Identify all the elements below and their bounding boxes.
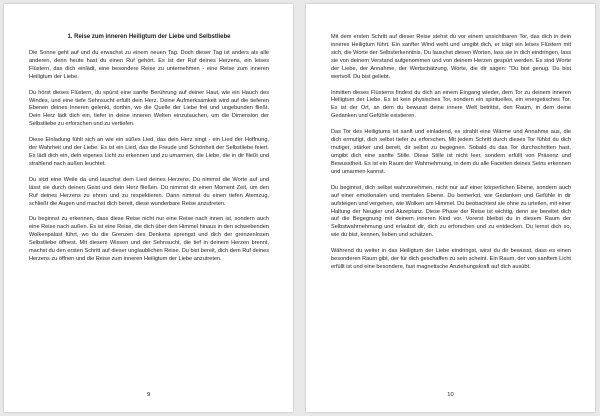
- paragraph: Diese Einladung fühlt sich an wie ein süßes Lied, das dein Herz singt - ein Lied der Hoffnung, der Wahrheit und der Liebe. Es ist ein Lied, das die Freude und Schönheit der Selbstliebe feiert. Es lädt dich ein, dein eigenes Licht zu erkennen und zu umarmen, die Liebe, die in dir fließt und strahlend nach außen leuchtet.: [29, 137, 269, 167]
- paragraph: Mit dem ersten Schritt auf dieser Reise stehst du vor einem unsichtbaren Tor, das dich in dein inneres Heiligtum führt. Ein sanfter Wind weht und umgibt dich, er trägt ein leises Flüstern mit sich, die Worte der Selbsterkenntnis. Du lauschst diesen Worten, lass sie in dich eindringen, lass sie von deinem Verstand aufgenommen und von deinem Herzen gespürt werden. Es sind Worte der Liebe, der Annahme, der Wertschätzung, Worte, die dir sagen: "Du bist genug. Du bist wertvoll. Du bist geliebt.: [331, 34, 571, 80]
- paragraph: Inmitten dieses Flüsterns findest du dich an einem Eingang wieder, dem Tor zu deinem inneren Heiligtum der Liebe. Es ist kein physisches Tor, sondern ein spirituelles, ein energetisches Tor. Es ist der Ort, an dem du bewusst deine innere Welt betrittst, den Raum, in dem deine Gedanken und Gefühle existieren.: [331, 89, 571, 120]
- page-number: 9: [146, 392, 151, 398]
- paragraph: Du sitzt eine Weile da und lauschst dem Lied deines Herzens. Du nimmst die Worte auf und lässt sie durch deinen Geist und dein Herz fließen. Du nimmst dir einen Moment Zeit, um den Ruf deines Herzens zu ehren und zu respektieren. Dann nimmst du einen tiefen Atemzug, schließt die Augen und machst dich bereit, diese wunderbare Reise anzutreten.: [29, 176, 269, 207]
- left-page: [4, 4, 293, 412]
- paragraph: Du beginnst zu erkennen, dass diese Reise nicht nur eine Reise nach innen ist, sondern auch eine Reise nach außen. Es ist eine Reise, die dich über den Himmel hinaus in den schwebenden Wolkenpalast führt, wo du die Grenzen des Denkens sprengst und dich der grenzenlosen Selbstliebe öffnest. Mit diesem Wissen und der Sehnsucht, die tief in deinem Herzen brennt, machst du den ersten Schritt auf dieser unglaublichen Reise. Du bist bereit, dich dem Ruf deines Herzens zu öffnen und die Reise zum inneren Heiligtum der Liebe anzutreten.: [29, 216, 269, 263]
- paragraph: Du beginnst, dich selbst wahrzunehmen, nicht nur auf einer körperlichen Ebene, sondern auch auf einer emotionalen und mentalen Ebene. Du bemerkst, wie Gedanken und Gefühle in dir aufsteigen und vergehen, wie Wolken am Himmel. Du beobachtest sie ohne zu urteilen, mit einer Haltung der Neugier und Akzeptanz. Diese Phase der Reise ist wichtig, denn sie bereitet dich auf die Begegnung mit deinem inneren Kind vor. Vorerst bleibst du in diesem Raum der Selbstwahrnehmung und erlaubst dir, dich zu erforschen und zu entdecken. Du lernst dich so, wie du bist, kennen, lieben und schätzen.: [331, 184, 571, 239]
- left-page-content: [29, 34, 269, 272]
- page-number: 10: [447, 392, 454, 398]
- paragraph: Du hörst dieses Flüstern, du spürst eine sanfte Berührung auf deiner Haut, wie ein Hauch des Windes, und eine tiefe Sehnsucht erfüllt dein Herz. Deine Aufmerksamkeit wird auf die tieferen Ebenen deines Inneren gelenkt, dorthin, wo die Quelle der Liebe frei und ungebunden fließt. Dein Herz lädt dich ein, tiefer in deine inneren Welten einzutauchen, um die Dimension der Selbstliebe zu erforschen und zu vertiefen.: [29, 89, 269, 128]
- right-page: [306, 4, 595, 412]
- paragraph: Während du weiter in das Heiligtum der Liebe eindringst, wirst du dir bewusst, dass es einen besonderen Raum gibt, der für dich geschaffen zu sein scheint. Ein Raum, der von sanftem Licht erfüllt ist und eine besondere, fast magnetische Anziehungskraft auf dich ausübt.: [331, 248, 571, 271]
- chapter-heading: 1. Reise zum inneren Heiligtum der Liebe und Selbstliebe: [67, 34, 231, 40]
- paragraph: Das Tor des Heiligtums ist sanft und einladend, es strahlt eine Wärme und Annahme aus, die dich ermutigt, dich selbst tiefer zu erforschen. Mit jedem Schritt durch dieses Tor fühlst du dich mutiger, stärker und bereit, dir selbst zu begegnen. Sobald du das Tor durchschritten hast, umgibt dich eine sanfte Stille. Diese Stille ist nicht leer, sondern erfüllt von Präsenz und Bewusstheit. Es ist ein Raum der Wahrnehmung, in dem du alle Facetten deines Seins erkennen und umarmen kannst.: [331, 129, 571, 175]
- paragraph: Die Sonne geht auf und du erwachst zu einem neuen Tag. Doch dieser Tag ist anders als alle anderen, denn heute hast du einen Ruf gehört. Es ist der Ruf deines Herzens, ein leises Flüstern, das dich einlädt, eine besondere Reise zu unternehmen - eine Reise zum inneren Heiligtum der Liebe.: [29, 49, 269, 80]
- right-page-content: [331, 34, 571, 280]
